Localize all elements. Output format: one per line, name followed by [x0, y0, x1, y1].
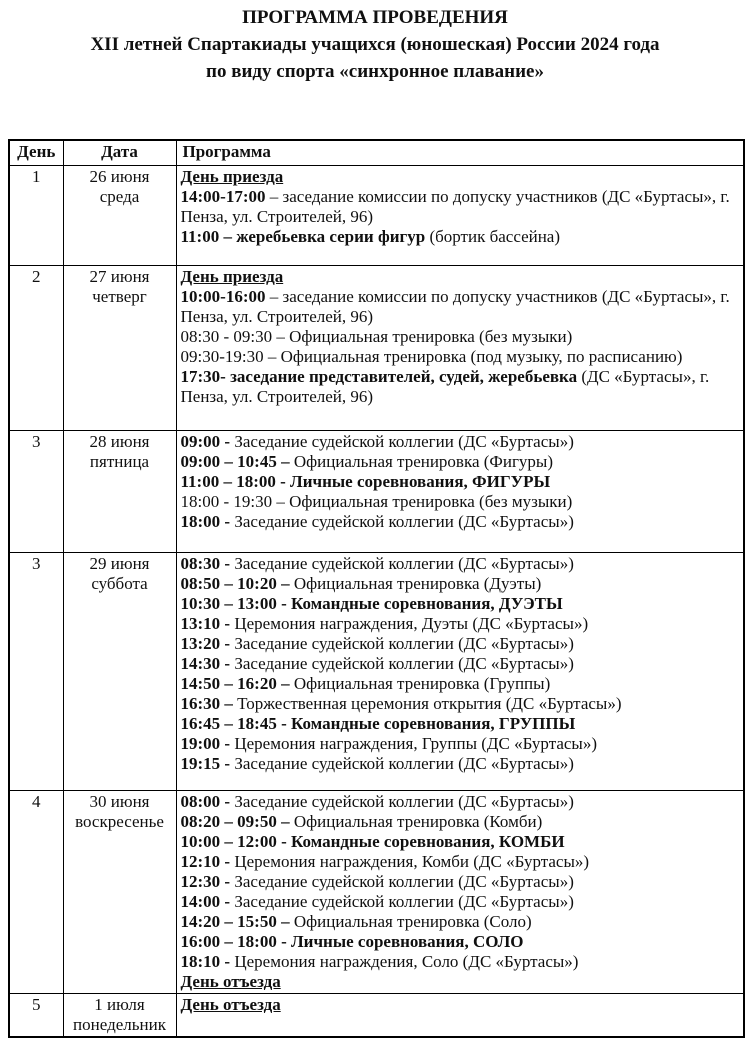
program-text-segment: Торжественная церемония открытия (ДС «Буртасы») — [232, 694, 622, 713]
program-text-segment: Заседание судейской коллегии (ДС «Буртасы») — [230, 792, 574, 811]
program-line — [181, 594, 740, 614]
day-cell: 1 — [9, 166, 63, 266]
program-text-segment: Официальная тренировка (Комби) — [289, 812, 543, 831]
program-text-segment: Церемония награждения, Группы (ДС «Буртасы») — [230, 734, 598, 753]
program-text-segment: 17:30- заседание представителей, судей, жеребьевка — [180, 367, 578, 386]
table-row — [9, 553, 744, 791]
program-line — [181, 614, 740, 634]
date-line: 27 июня — [89, 267, 150, 286]
program-text-segment: 18:00 - 19:30 – Официальная тренировка (без музыки) — [180, 492, 573, 511]
date-cell — [63, 166, 176, 266]
program-line — [181, 892, 740, 912]
program-text-segment: 08:30 - — [180, 554, 231, 573]
header-row — [9, 140, 744, 166]
program-text-segment: 14:50 – 16:20 – — [180, 674, 290, 693]
program-text-segment: 18:10 - — [180, 952, 231, 971]
day-cell: 5 — [9, 994, 63, 1038]
program-text-segment: 19:00 - — [180, 734, 231, 753]
date-cell — [63, 994, 176, 1038]
program-line — [181, 932, 740, 952]
program-text-segment: Заседание судейской коллегии (ДС «Буртасы») — [230, 892, 574, 911]
program-cell — [176, 166, 744, 266]
program-text-segment: – заседание комиссии по допуску участников (ДС «Буртасы», г. Пенза, ул. Строителей, 96) — [180, 187, 730, 226]
date-line: понедельник — [73, 1015, 166, 1034]
program-cell — [176, 553, 744, 791]
program-text-segment: 18:00 - — [180, 512, 231, 531]
col-header-date: Дата — [63, 140, 176, 166]
program-line — [181, 872, 740, 892]
program-text-segment: День приезда — [180, 267, 284, 286]
program-line — [181, 792, 740, 812]
date-cell — [63, 791, 176, 994]
program-cell — [176, 266, 744, 431]
program-text-segment: Заседание судейской коллегии (ДС «Буртасы») — [230, 654, 574, 673]
program-text-segment: 09:00 - — [180, 432, 231, 451]
program-text-segment: 10:30 – 13:00 - Командные соревнования, ДУЭТЫ — [180, 594, 563, 613]
date-line: четверг — [92, 287, 147, 306]
program-text-segment: Официальная тренировка (Соло) — [289, 912, 532, 931]
program-line — [181, 187, 740, 227]
schedule-table-body — [9, 166, 744, 1038]
program-text-segment: Официальная тренировка (Фигуры) — [289, 452, 554, 471]
program-text-segment: День приезда — [180, 167, 284, 186]
program-text-segment: 08:00 - — [180, 792, 231, 811]
program-line — [181, 714, 740, 734]
program-text-segment: 11:00 – жеребьевка серии фигур — [180, 227, 426, 246]
program-line — [181, 432, 740, 452]
date-line: пятница — [89, 452, 150, 471]
date-line: воскресенье — [75, 812, 164, 831]
program-cell — [176, 791, 744, 994]
date-line: суббота — [91, 574, 148, 593]
program-line — [181, 452, 740, 472]
program-line — [181, 327, 740, 347]
program-line — [181, 227, 740, 247]
program-text-segment: 14:00-17:00 — [180, 187, 266, 206]
program-line — [181, 574, 740, 594]
date-line: 29 июня — [89, 554, 150, 573]
date-line: среда — [99, 187, 140, 206]
day-cell: 2 — [9, 266, 63, 431]
date-cell — [63, 266, 176, 431]
program-text-segment: 08:50 – 10:20 – — [180, 574, 290, 593]
table-row — [9, 791, 744, 994]
program-text-segment: Заседание судейской коллегии (ДС «Буртасы») — [230, 634, 574, 653]
program-line — [181, 347, 740, 367]
day-cell: 3 — [9, 431, 63, 553]
program-line — [181, 492, 740, 512]
program-line — [181, 634, 740, 654]
program-text-segment: Заседание судейской коллегии (ДС «Буртасы») — [230, 754, 574, 773]
program-text-segment: Заседание судейской коллегии (ДС «Буртасы») — [230, 872, 574, 891]
program-line — [181, 852, 740, 872]
program-line — [181, 367, 740, 407]
program-line — [181, 267, 740, 287]
program-line — [181, 972, 740, 992]
title-line-3: по виду спорта «синхронное плавание» — [206, 61, 544, 82]
program-line — [181, 812, 740, 832]
program-line — [181, 995, 740, 1015]
program-text-segment: 12:10 - — [180, 852, 231, 871]
program-line — [181, 912, 740, 932]
program-line — [181, 754, 740, 774]
program-text-segment: День отъезда — [180, 972, 281, 991]
program-text-segment: 10:00-16:00 — [180, 287, 266, 306]
schedule-table-header — [9, 140, 744, 166]
date-line: 28 июня — [89, 432, 150, 451]
program-text-segment: 11:00 – 18:00 - Личные соревнования, ФИГУРЫ — [180, 472, 551, 491]
date-line: 26 июня — [89, 167, 150, 186]
program-text-segment: 16:30 – — [180, 694, 233, 713]
program-text-segment: (ДС «Буртасы», г. Пенза, ул. Строителей, 96) — [180, 367, 710, 406]
program-text-segment: Официальная тренировка (Группы) — [289, 674, 551, 693]
program-text-segment: (бортик бассейна) — [425, 227, 561, 246]
date-cell — [63, 431, 176, 553]
program-text-segment: 10:00 – 12:00 - Командные соревнования, КОМБИ — [180, 832, 565, 851]
document-title — [0, 0, 750, 85]
program-cell — [176, 994, 744, 1038]
program-text-segment: Церемония награждения, Комби (ДС «Буртасы») — [230, 852, 590, 871]
date-cell — [63, 553, 176, 791]
program-text-segment: Заседание судейской коллегии (ДС «Буртасы») — [230, 432, 574, 451]
program-cell — [176, 431, 744, 553]
program-line — [181, 952, 740, 972]
col-header-day: День — [9, 140, 63, 166]
program-line — [181, 287, 740, 327]
col-header-program: Программа — [176, 140, 744, 166]
program-line — [181, 554, 740, 574]
program-text-segment: 12:30 - — [180, 872, 231, 891]
program-text-segment: 09:30-19:30 – Официальная тренировка (под музыку, по расписанию) — [180, 347, 683, 366]
program-text-segment: 08:20 – 09:50 – — [180, 812, 290, 831]
program-line — [181, 654, 740, 674]
program-text-segment: Официальная тренировка (Дуэты) — [289, 574, 542, 593]
table-row — [9, 266, 744, 431]
table-row — [9, 166, 744, 266]
schedule-table — [8, 139, 745, 1038]
program-text-segment: 14:30 - — [180, 654, 231, 673]
program-text-segment: 16:00 – 18:00 - Личные соревнования, СОЛО — [180, 932, 524, 951]
program-text-segment: 16:45 – 18:45 - Командные соревнования, ГРУППЫ — [180, 714, 576, 733]
program-text-segment: 14:20 – 15:50 – — [180, 912, 290, 931]
table-row — [9, 994, 744, 1038]
program-text-segment: Церемония награждения, Дуэты (ДС «Буртасы») — [230, 614, 589, 633]
table-row — [9, 431, 744, 553]
program-line — [181, 512, 740, 532]
program-text-segment: 09:00 – 10:45 – — [180, 452, 290, 471]
program-text-segment: Церемония награждения, Соло (ДС «Буртасы») — [230, 952, 579, 971]
program-line — [181, 167, 740, 187]
program-line — [181, 832, 740, 852]
date-line: 1 июля — [94, 995, 145, 1014]
program-text-segment: 13:20 - — [180, 634, 231, 653]
program-line — [181, 694, 740, 714]
program-text-segment: – заседание комиссии по допуску участников (ДС «Буртасы», г. Пенза, ул. Строителей, 96) — [180, 287, 730, 326]
program-text-segment: 19:15 - — [180, 754, 231, 773]
program-text-segment: Заседание судейской коллегии (ДС «Буртасы») — [230, 554, 574, 573]
program-text-segment: 14:00 - — [180, 892, 231, 911]
program-text-segment: 08:30 - 09:30 – Официальная тренировка (без музыки) — [180, 327, 573, 346]
program-line — [181, 472, 740, 492]
program-line — [181, 734, 740, 754]
title-line-2: XII летней Спартакиады учащихся (юношеская) России 2024 года — [90, 34, 660, 55]
program-text-segment: День отъезда — [180, 995, 281, 1014]
title-line-1: ПРОГРАММА ПРОВЕДЕНИЯ — [242, 7, 508, 28]
day-cell: 4 — [9, 791, 63, 994]
program-line — [181, 674, 740, 694]
date-line: 30 июня — [89, 792, 150, 811]
day-cell: 3 — [9, 553, 63, 791]
program-text-segment: Заседание судейской коллегии (ДС «Буртасы») — [230, 512, 574, 531]
program-text-segment: 13:10 - — [180, 614, 231, 633]
